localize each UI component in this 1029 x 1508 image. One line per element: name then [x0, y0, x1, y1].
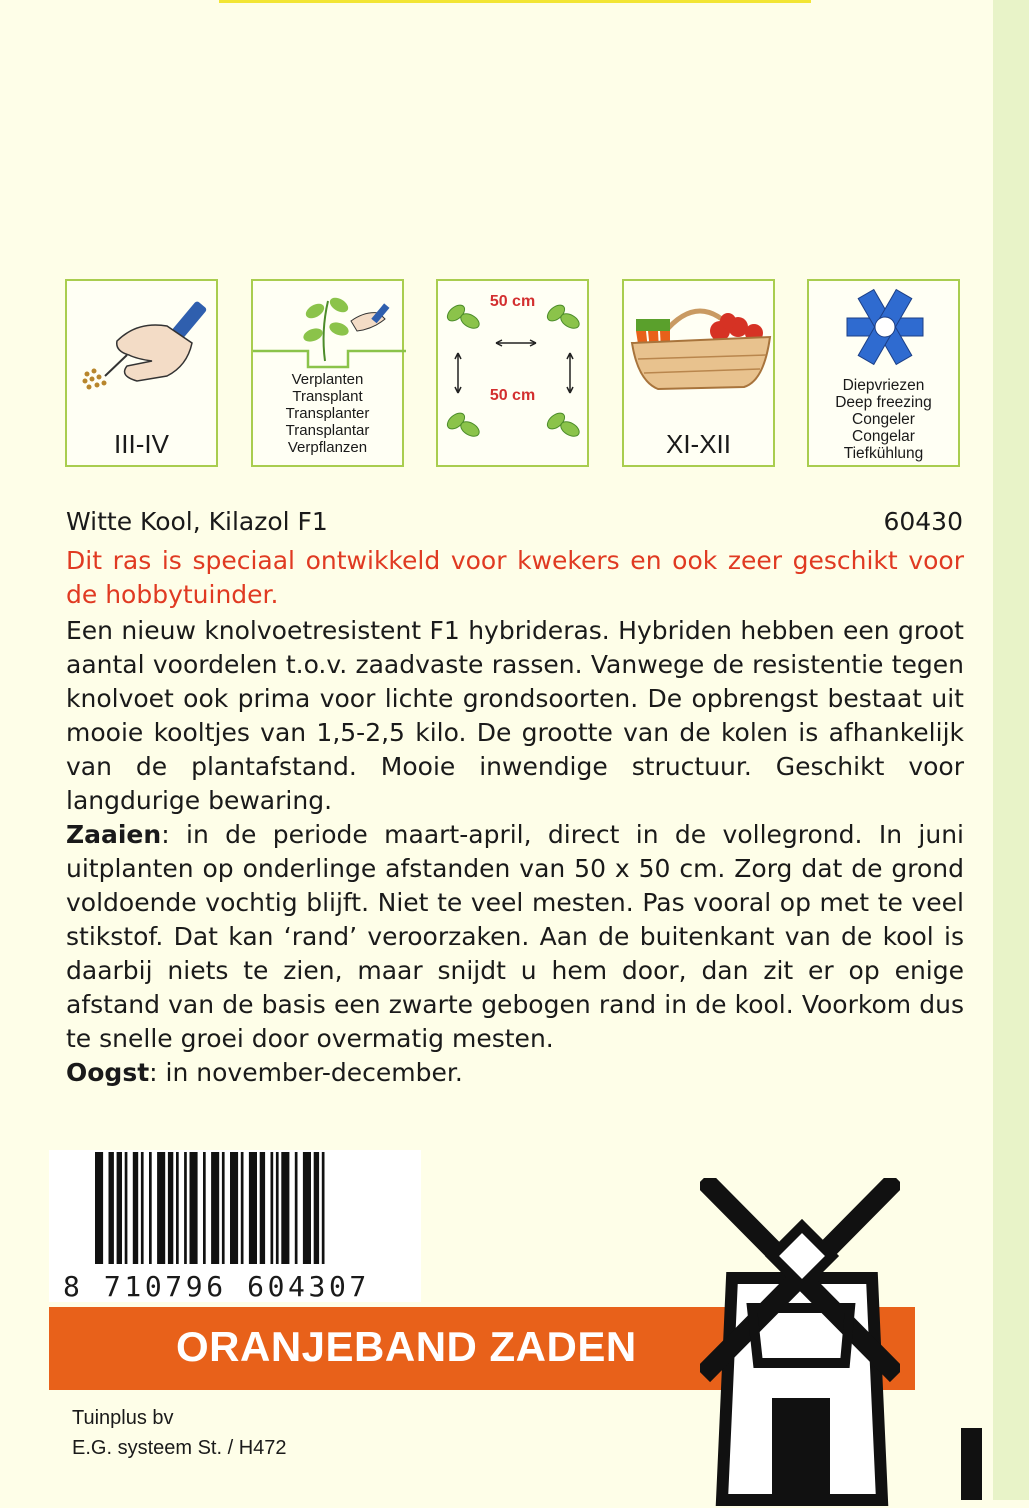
windmill-logo-icon [700, 1178, 900, 1508]
barcode-bar [184, 1152, 187, 1264]
barcode-bar [133, 1152, 138, 1264]
barcode-bar [222, 1152, 225, 1264]
barcode-bar [271, 1152, 274, 1264]
barcode-bar [203, 1152, 206, 1264]
barcode-digits: 8 710796 604307 [63, 1270, 370, 1303]
snowflake-icon [809, 281, 962, 371]
harvest-period: XI-XII [665, 429, 731, 459]
spacing-top-label: 50 cm [489, 293, 536, 310]
barcode-bar [322, 1152, 325, 1264]
barcode-bars [49, 1150, 421, 1268]
company-certification: E.G. systeem St. / H472 [72, 1437, 287, 1459]
freezing-line: Congeler [852, 411, 915, 428]
barcode-bar [314, 1152, 319, 1264]
freezing-label [809, 377, 958, 462]
product-title: Witte Kool, Kilazol F1 [66, 507, 328, 536]
barcode-bar [276, 1152, 279, 1264]
packet-edge [993, 0, 1029, 1500]
transplant-line: Verpflanzen [287, 439, 368, 456]
sowing-instructions [66, 818, 964, 1056]
freezing-line: Tiefkühlung [843, 445, 924, 462]
barcode-bar [281, 1152, 289, 1264]
transplant-icon [253, 281, 406, 371]
barcode-bar [295, 1152, 298, 1264]
product-code: 60430 [883, 507, 963, 536]
barcode-bar [211, 1152, 219, 1264]
barcode-bar [109, 1152, 114, 1264]
freezing-line: Congelar [852, 428, 915, 445]
barcode-bar [117, 1152, 122, 1264]
top-accent-bar [219, 0, 811, 3]
product-intro: Dit ras is speciaal ontwikkeld voor kwekers en ook zeer geschikt voor de hobbytuinder. [66, 546, 964, 609]
transplant-line: Transplanter [285, 405, 370, 422]
barcode-bar [241, 1152, 244, 1264]
edge-marker [961, 1428, 982, 1500]
transplant-line: Verplanten [291, 371, 364, 388]
freezing-line: Diepvriezen [842, 377, 925, 394]
barcode-bar [149, 1152, 152, 1264]
harvest-heading: Oogst [66, 1058, 150, 1087]
spacing-panel [436, 279, 589, 467]
barcode-bar [190, 1152, 198, 1264]
company-name: Tuinplus bv [72, 1407, 174, 1429]
barcode-bar [157, 1152, 165, 1264]
barcode-bar [176, 1152, 179, 1264]
harvest-panel [622, 279, 775, 467]
product-description: Een nieuw knolvoetresistent F1 hybrideras. Hybriden hebben een groot aantal voordelen t.o.v. zaadvaste rassen. Vanwege de resistentie tegen knolvoet ook prima voor lichte grondsoorten. De opbrengst bestaat uit mooie kooltjes van 1,5-2,5 kilo. De grootte van de kolen is afhankelijk van de plantafstand. Mooie inwendige structuur. Geschikt voor langdurige bewaring. [66, 616, 964, 815]
barcode-bar [303, 1152, 311, 1264]
transplant-label [253, 371, 402, 456]
harvest-basket-icon [624, 281, 777, 411]
company-info [72, 1403, 287, 1463]
spacing-mid-label: 50 cm [489, 387, 536, 404]
transplant-line: Transplant [292, 388, 363, 405]
barcode-bar [230, 1152, 238, 1264]
harvest-text: : in november-december. [149, 1058, 463, 1087]
transplant-line: Transplantar [285, 422, 370, 439]
barcode-bar [168, 1152, 173, 1264]
sowing-panel [65, 279, 218, 467]
freezing-panel [807, 279, 960, 467]
transplant-panel [251, 279, 404, 467]
barcode-bar [95, 1152, 103, 1264]
freezing-line: Deep freezing [835, 394, 932, 411]
brand-name: ORANJEBAND ZADEN [176, 1323, 637, 1370]
barcode-bar [260, 1152, 265, 1264]
barcode-bar [249, 1152, 257, 1264]
sowing-heading: Zaaien [66, 820, 162, 849]
sowing-hand-icon [67, 281, 220, 421]
harvest-instructions [66, 1056, 964, 1090]
sowing-text: : in de periode maart-april, direct in de vollegrond. In juni uitplanten op onderlinge afstanden van 50 x 50 cm. Zorg dat de grond voldoende vochtig blijft. Niet te veel mesten. Pas vooral op met te veel stikstof. Dat kan ‘rand’ veroorzaken. Aan de buitenkant van de kool is daarbij niets te zien, maar snijdt u hem door, dan zit er op enige afstand van de basis een zwarte gebogen rand in de kool. Voorkom dus te snelle groei door overmatig mesten. [66, 820, 964, 1053]
barcode-bar [141, 1152, 144, 1264]
product-body [66, 614, 964, 1090]
barcode-bar [125, 1152, 128, 1264]
sowing-period: III-IV [114, 429, 169, 459]
